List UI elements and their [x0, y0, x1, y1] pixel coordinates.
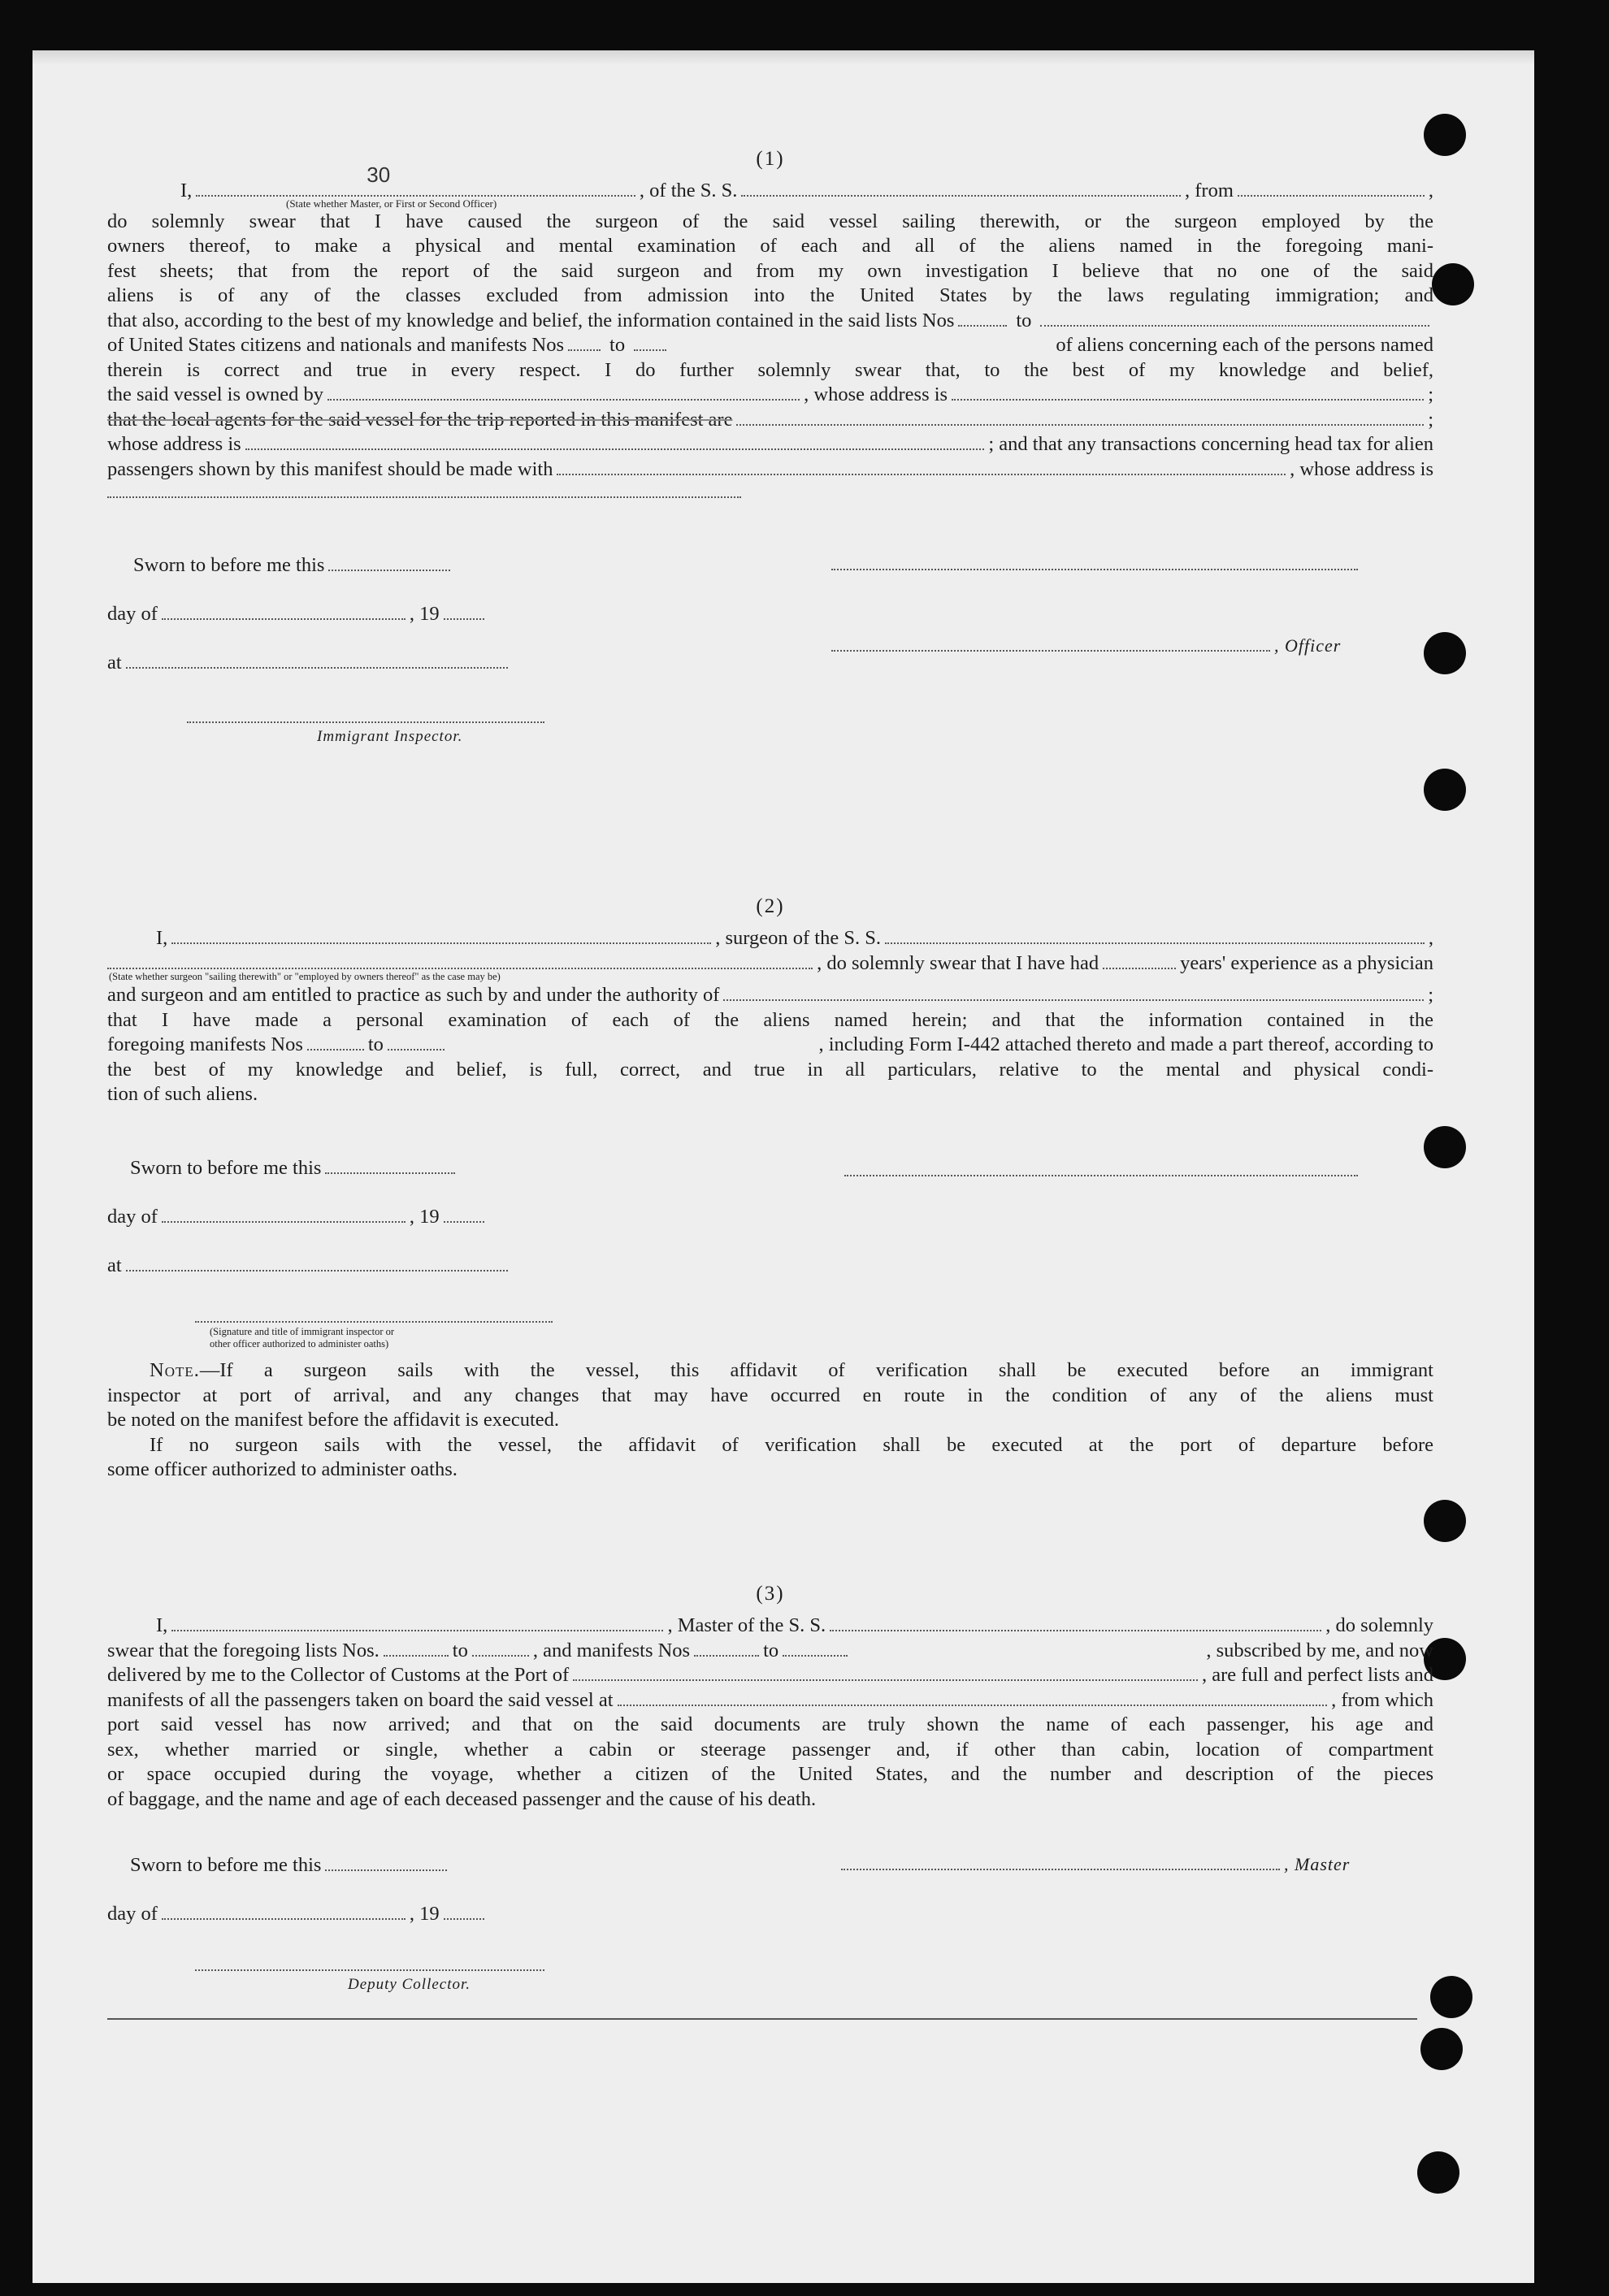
officer-caption: , Officer — [1274, 635, 1342, 656]
master-line: I, , Master of the S. S. , do solemnly — [156, 1614, 1434, 1636]
sworn-day-field[interactable] — [325, 1158, 455, 1174]
punch-hole — [1424, 769, 1466, 811]
oath-line: or space occupied during the voyage, whether a citizen of the United States, and the number and description of the pieces — [107, 1763, 1433, 1785]
boarded-line: manifests of all the passengers taken on board the said vessel at , from which — [107, 1688, 1433, 1711]
officer-signature-top-field[interactable] — [831, 554, 1358, 570]
officer-signature-field[interactable] — [831, 635, 1270, 652]
label-of-ss: , of the S. S. — [639, 180, 738, 201]
sworn-day-field[interactable] — [328, 555, 450, 571]
lists-from-field[interactable] — [958, 310, 1007, 327]
owned-line: the said vessel is owned by , whose address is ; — [107, 383, 1434, 405]
passengers-line: passengers shown by this manifest should be made with , whose address is — [107, 457, 1433, 480]
sworn-month-field[interactable] — [162, 1206, 406, 1223]
oath-line: the best of my knowledge and belief, is full, correct, and true in all particulars, relative to the mental and physical condi- — [107, 1058, 1433, 1081]
bottom-rule — [107, 2018, 1417, 2020]
punch-hole — [1424, 632, 1466, 674]
officer-caption: (State whether Master, or First or Second Officer) — [286, 197, 497, 210]
section-3 — [107, 1583, 1433, 1812]
agents-field[interactable] — [736, 409, 1424, 426]
manifests-to-field[interactable] — [783, 1640, 848, 1657]
manifests-to-field[interactable] — [388, 1034, 445, 1051]
sworn-place-field[interactable] — [126, 1255, 508, 1271]
punch-hole — [1420, 2028, 1463, 2070]
oath-line: do solemnly swear that I have caused the surgeon of the said vessel sailing therewith, or the surgeon employed by the — [107, 210, 1433, 232]
deputy-caption: Deputy Collector. — [348, 1976, 471, 1993]
manifests-line: foregoing manifests Nos to , including Form I-442 attached thereto and made a part thereof, according to — [107, 1033, 1433, 1055]
sworn-month-field[interactable] — [162, 604, 406, 620]
punch-hole — [1432, 263, 1474, 305]
punch-hole — [1430, 1976, 1472, 2018]
section-number: (2) — [756, 895, 785, 917]
oath-line: owners thereof, to make a physical and mental examination of each and all of the aliens named in the foregoing mani- — [107, 235, 1433, 257]
lists-to-field[interactable] — [1040, 310, 1429, 327]
inspector-signature-field[interactable] — [195, 1306, 553, 1323]
owner-field[interactable] — [327, 384, 800, 401]
section-2-jurat: Sworn to before me this — [130, 1157, 585, 1180]
head-tax-address-field[interactable] — [107, 482, 741, 498]
punch-hole — [1417, 2151, 1459, 2194]
from-port-field[interactable] — [1238, 180, 1425, 197]
surgeon-vessel-field[interactable] — [885, 928, 1425, 944]
form-page: (1) I, 30 , of the S. S. , from , (State whether Master, or First or Second Officer) do solemnly swear that I have caused the surgeon of the said vessel sailing therewith, or the surgeon employed by the owners thereof, to make a physical and mental examination of each and all of the aliens named in the foregoing mani- fest sheets; that from the report of the said surgeon and from my own investigation I believe that no one of the said aliens is of any of the classes excluded from admission into the United States by the laws regulating immigration; and that also, according to the best of my knowledge and belief, the information contained in the said lists Nos to of United States citizens and nationals and manifests Nos to of aliens concerning each of the persons named therein is correct and true in every respect. I do further solemnly swear that, to the best of my knowledge and belief, the said vessel is owned by , whose address is ; that the local agents for the said vessel for the trip reported in this manifest are ; whose address is ; and that any transactions concerning head tax for alien passengers shown by this manifest should be made with , whose address is Sworn to before me this day of , 19 at Immigrant Inspector. , Officer (2) I, , surgeon of the S. S. , , do solemnly swear that I have had years' experience as a physician (State whether surgeon "sailing therewith" or "employed by owners thereof" as the case may be) and surgeon and am entitled to practice as such by and under the authority of ; that I have made a personal examination of each of the aliens named herein; and that the information contained in the foregoing manifests Nos to , including Form I-442 attached thereto and made a part thereof, according to the best of my knowledge and belief, is full, correct, and true in all particulars, relative to the mental and physical condi- tion of such aliens. Sworn to before me this day of , 19 at (Signature and title of immigrant inspector or other officer authorized to administer oaths) Note.—If a surgeon sails with the vessel, this affidavit of verification shall be executed before an immigrant inspector at port of arrival, and any changes that may have occurred en route in the condition of any of the aliens must be noted on the manifest before the affidavit is executed. If no surgeon sails with the vessel, the affidavit of verification shall be executed at the port of departure before some officer authorized to administer oaths. (3) I, , Master of the S. S. , do solemnly swear that the foregoing lists Nos. to , and manifests Nos to , subscribed by me, and now delivered by me to the Collector of Customs at the Port of , are full and perfect lists and manifests of all the passengers taken on board the said vessel at , from which port said vessel has now arrived; and that on the said documents are truly shown the name of each passenger, his age and sex, whether married or single, whether a cabin or steerage passenger and, if other than cabin, location of compartment or space occupied during the voyage, whether a citizen of the United States, and the number and description of the pieces of baggage, and the name and age of each deceased passenger and the cause of his death. Sworn to before me this day of , 19 Deputy Collector. , Master — [33, 50, 1534, 2283]
agents-line: that the local agents for the said vessel for the trip reported in this manifest are ; — [107, 408, 1433, 431]
years-experience-field[interactable] — [1103, 953, 1176, 969]
officer-line: I, 30 , of the S. S. , from , — [107, 179, 1433, 204]
section-1-jurat: Sworn to before me this — [133, 554, 556, 577]
oath-line: port said vessel has now arrived; and that on the said documents are truly shown the name of each passenger, his age and — [107, 1713, 1433, 1735]
agents-address-line: whose address is ; and that any transactions concerning head tax for alien — [107, 433, 1433, 455]
sworn-year-field[interactable] — [444, 1904, 484, 1920]
authority-line: and surgeon and am entitled to practice as such by and under the authority of ; — [107, 984, 1433, 1006]
citizens-line: of United States citizens and nationals and manifests Nos to of aliens concerning each of the persons named — [107, 334, 1433, 356]
note-label: Note. — [150, 1359, 200, 1381]
note: Note.—If a surgeon sails with the vessel, this affidavit of verification shall be executed before an immigrant inspector at port of arrival, and any changes that may have occurred en route in the condition of any of the aliens must be noted on the manifest before the affidavit is executed. If no surgeon sails with the vessel, the affidavit of verification shall be executed at the port of departure before some officer authorized to administer oaths. — [107, 1359, 1433, 1480]
agents-address-field[interactable] — [245, 434, 985, 450]
surgeon-name-field[interactable] — [171, 928, 711, 944]
section-3-jurat: Sworn to before me this — [130, 1854, 585, 1877]
owner-address-field[interactable] — [952, 384, 1424, 401]
lists-line: that also, according to the best of my knowledge and belief, the information contained in the said lists Nos to — [107, 309, 1433, 334]
oath-line: fest sheets; that from the report of the said surgeon and from my own investigation I believe that no one of the said — [107, 259, 1433, 282]
deputy-signature-field[interactable] — [195, 1955, 544, 1971]
authority-field[interactable] — [723, 985, 1424, 1001]
sworn-year-field[interactable] — [444, 1206, 484, 1223]
oath-line: aliens is of any of the classes excluded from admission into the United States by the laws regulating immigration; and — [107, 284, 1433, 306]
section-1 — [107, 148, 1433, 498]
punch-hole — [1424, 1500, 1466, 1542]
manifests-from-field[interactable] — [307, 1034, 364, 1051]
section-number: (3) — [756, 1583, 785, 1605]
label-from: , from — [1185, 180, 1234, 201]
manifests-from-field[interactable] — [694, 1640, 759, 1657]
label-i: I, — [180, 180, 193, 201]
section-2 — [107, 895, 1433, 1107]
lists-line: swear that the foregoing lists Nos. to , and manifests Nos to , subscribed by me, and now — [107, 1639, 1433, 1661]
inspector-signature-field[interactable] — [187, 707, 544, 723]
boarding-port-field[interactable] — [618, 1690, 1328, 1706]
port-field[interactable] — [573, 1665, 1198, 1681]
sworn-month-field[interactable] — [162, 1904, 406, 1920]
oath-line: tion of such aliens. — [107, 1083, 258, 1105]
lists-from-field[interactable] — [384, 1640, 449, 1657]
master-caption: , Master — [1284, 1854, 1351, 1874]
surgeon-caption: (State whether surgeon "sailing therewith" or "employed by owners thereof" as the case may be) — [109, 971, 501, 982]
page-fold-shadow — [33, 50, 1534, 65]
oath-line: of baggage, and the name and age of each deceased passenger and the cause of his death. — [107, 1787, 817, 1810]
officer-name-field[interactable] — [196, 162, 635, 197]
sworn-day-field[interactable] — [325, 1855, 447, 1871]
vessel-name-field[interactable] — [741, 180, 1181, 197]
punch-hole — [1424, 1126, 1466, 1168]
surgeon-line: I, , surgeon of the S. S. , — [156, 927, 1434, 949]
delivered-line: delivered by me to the Collector of Customs at the Port of , are full and perfect lists and — [107, 1664, 1433, 1686]
master-vessel-field[interactable] — [830, 1615, 1321, 1631]
manifests-from-field[interactable] — [568, 335, 601, 351]
manifests-to-field[interactable] — [634, 335, 666, 351]
oath-line: sex, whether married or single, whether a cabin or steerage passenger and, if other than cabin, location of compartment — [107, 1738, 1433, 1761]
section-number: (1) — [756, 148, 785, 170]
master-name-field[interactable] — [171, 1615, 663, 1631]
head-tax-party-field[interactable] — [557, 459, 1286, 475]
oath-line: that I have made a personal examination of each of the aliens named herein; and that the information contained in the — [107, 1008, 1433, 1031]
inspector-caption: Immigrant Inspector. — [317, 728, 463, 745]
master-signature-field[interactable] — [841, 1854, 1280, 1870]
surgeon-signature-field[interactable] — [844, 1160, 1358, 1176]
oath-line: therein is correct and true in every respect. I do further solemnly swear that, to the best of my knowledge and belief, — [107, 358, 1433, 381]
experience-line: , do solemnly swear that I have had years' experience as a physician — [107, 951, 1433, 977]
sworn-year-field[interactable] — [444, 604, 484, 620]
lists-to-field[interactable] — [472, 1640, 529, 1657]
margin-mark: 30 — [366, 162, 391, 187]
sworn-place-field[interactable] — [126, 652, 508, 669]
surgeon-status-field[interactable] — [107, 953, 813, 969]
